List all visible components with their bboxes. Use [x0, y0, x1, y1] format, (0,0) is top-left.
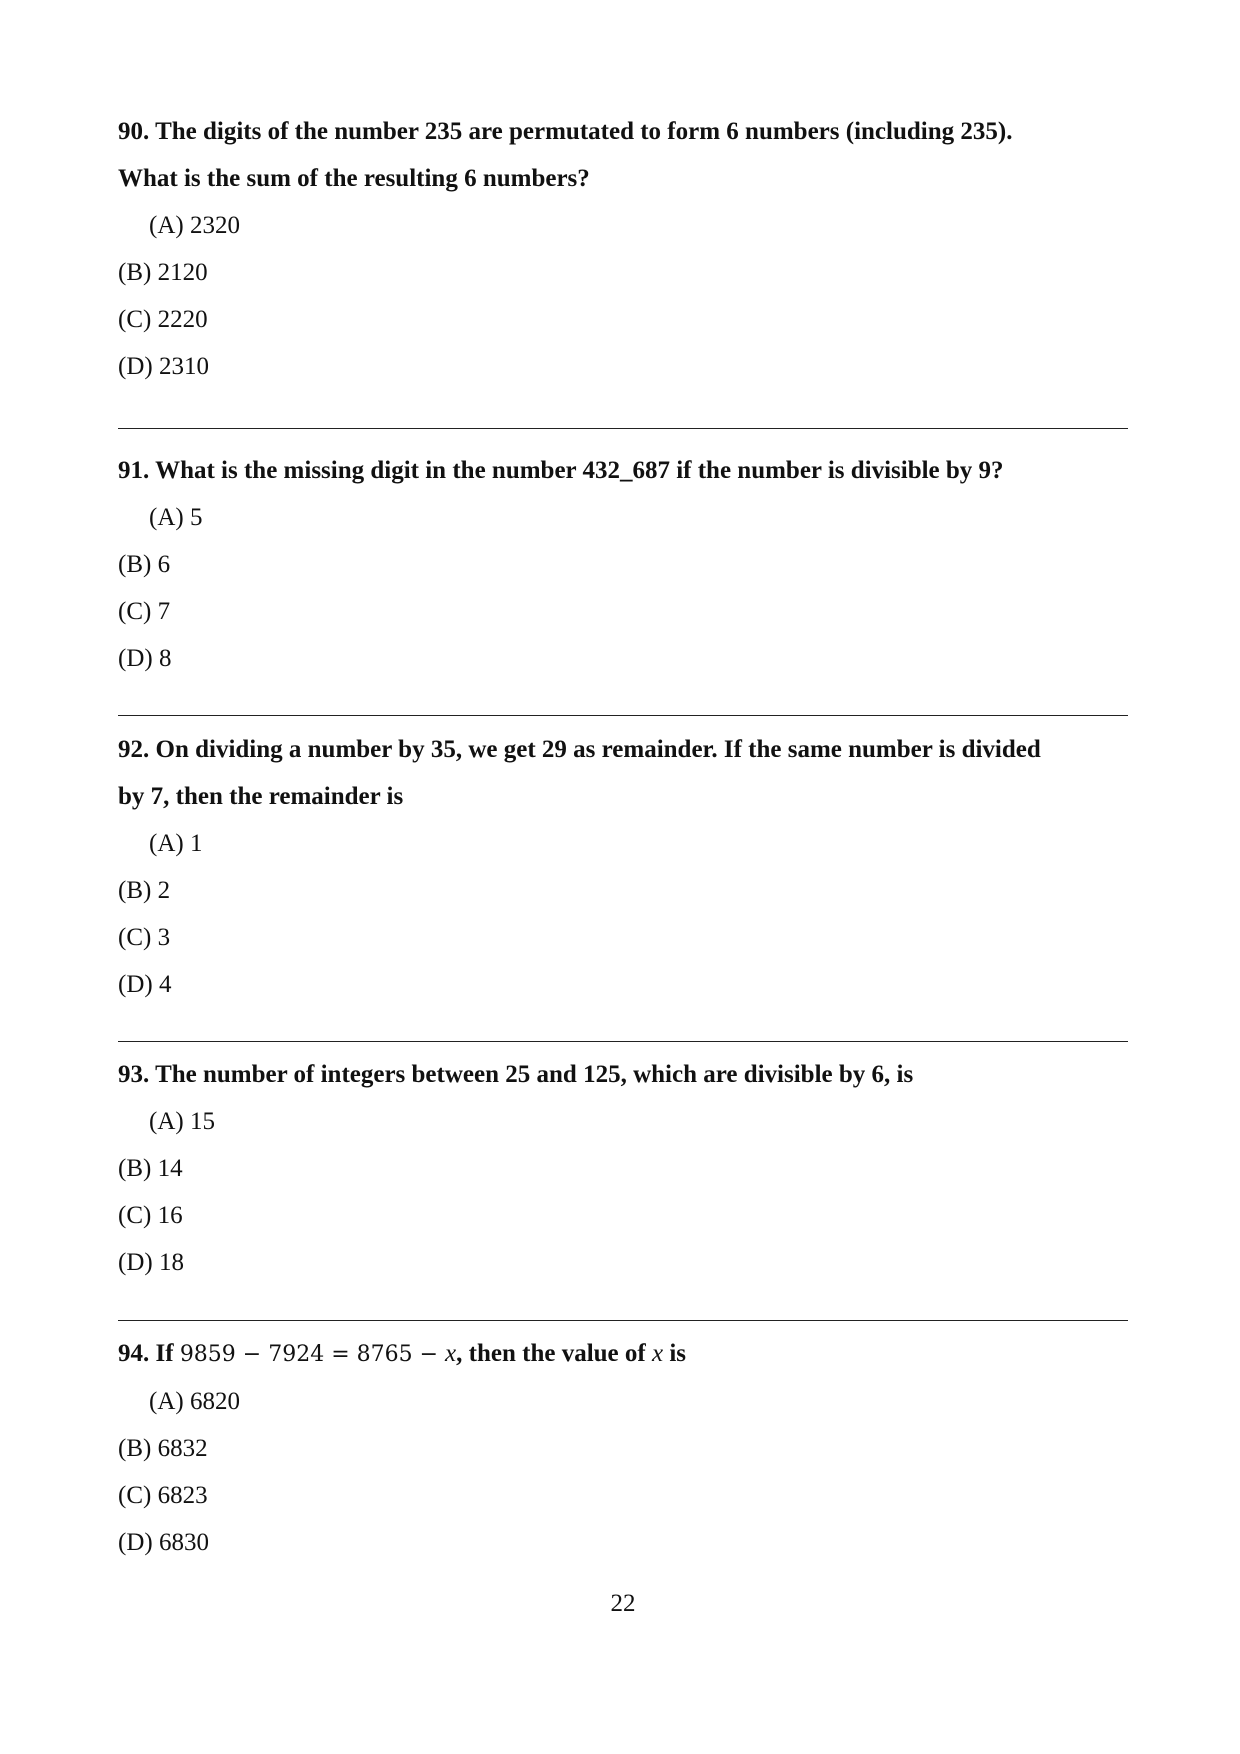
question-number: 93.: [118, 1061, 150, 1088]
option-d: (D) 2310: [118, 353, 209, 380]
options-list: [118, 1098, 1128, 1286]
option-b: (B) 6832: [118, 1435, 208, 1462]
question-number: 90.: [118, 118, 150, 145]
question-title: [118, 108, 1128, 155]
question-title: [118, 1330, 1128, 1378]
question-text-line1: What is the missing digit in the number 432_687 if the number is divisible by 9?: [155, 457, 1004, 484]
question-text-line2: What is the sum of the resulting 6 numbers?: [118, 165, 590, 192]
option-c: (C) 2220: [118, 306, 208, 333]
options-list: [118, 202, 1128, 390]
option-b: (B) 6: [118, 551, 171, 578]
question-middle: , then the value of: [456, 1340, 652, 1367]
divider: [118, 428, 1128, 429]
divider: [118, 715, 1128, 716]
options-list: [118, 1378, 1128, 1566]
option-c: (C) 16: [118, 1202, 183, 1229]
question-title: [118, 726, 1128, 773]
option-a: (A) 15: [149, 1108, 215, 1135]
question-number: 91.: [118, 457, 150, 484]
question-prefix: If: [155, 1340, 174, 1367]
question-text-line1: On dividing a number by 35, we get 29 as remainder. If the same number is divided: [155, 736, 1041, 763]
page-number: 22: [610, 1590, 636, 1617]
question-93: [118, 1051, 1128, 1286]
exam-page: [118, 0, 1128, 1754]
question-91: [118, 447, 1128, 682]
option-c: (C) 7: [118, 598, 171, 625]
option-a: (A) 2320: [149, 212, 240, 239]
option-a: (A) 6820: [149, 1388, 240, 1415]
option-a: (A) 1: [149, 830, 203, 857]
option-c: (C) 3: [118, 924, 171, 951]
option-d: (D) 8: [118, 645, 172, 672]
options-list: [118, 820, 1128, 1008]
question-92: [118, 726, 1128, 1008]
question-text-line2: by 7, then the remainder is: [118, 783, 404, 810]
equation: 9859 − 7924 = 8765 −: [179, 1342, 446, 1367]
question-text-line1: The digits of the number 235 are permutated to form 6 numbers (including 235).: [155, 118, 1013, 145]
question-94: [118, 1330, 1128, 1566]
divider: [118, 1320, 1128, 1321]
options-list: [118, 494, 1128, 682]
option-b: (B) 2120: [118, 259, 208, 286]
question-suffix: is: [663, 1340, 687, 1367]
question-text-line1: The number of integers between 25 and 125, which are divisible by 6, is: [155, 1061, 914, 1088]
equation-variable: x: [445, 1340, 457, 1367]
option-d: (D) 4: [118, 971, 172, 998]
question-90: [118, 108, 1128, 390]
question-title: [118, 447, 1128, 494]
option-d: (D) 18: [118, 1249, 184, 1276]
divider: [118, 1041, 1128, 1042]
option-b: (B) 14: [118, 1155, 183, 1182]
question-title: [118, 1051, 1128, 1098]
option-b: (B) 2: [118, 877, 171, 904]
option-a: (A) 5: [149, 504, 203, 531]
option-c: (C) 6823: [118, 1482, 208, 1509]
question-number: 92.: [118, 736, 150, 763]
question-number: 94.: [118, 1340, 150, 1367]
option-d: (D) 6830: [118, 1529, 209, 1556]
variable: x: [651, 1340, 664, 1367]
